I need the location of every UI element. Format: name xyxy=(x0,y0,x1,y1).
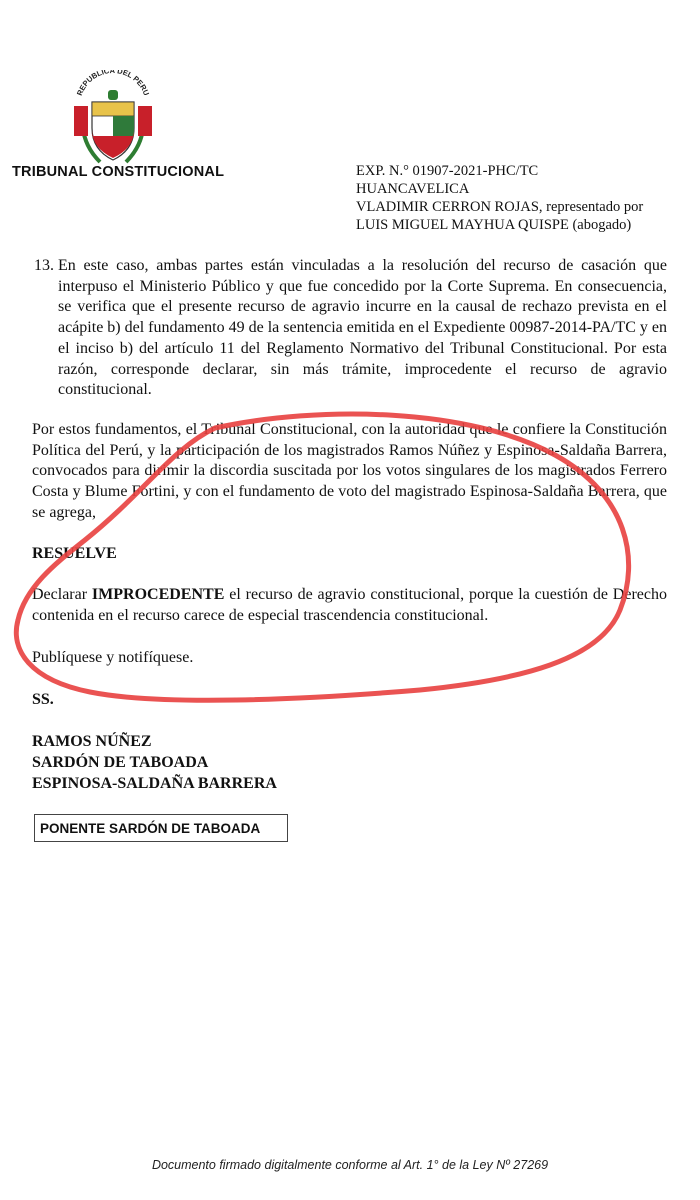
coat-of-arms-seal xyxy=(70,70,156,170)
paragraph-13 xyxy=(34,256,667,401)
ss-label: SS. xyxy=(32,691,54,708)
decision-verdict: IMPROCEDENTE xyxy=(91,586,225,603)
ponente-box: PONENTE SARDÓN DE TABOADA xyxy=(34,814,288,842)
decision-paragraph xyxy=(32,585,667,626)
court-name: TRIBUNAL CONSTITUCIONAL xyxy=(12,164,225,180)
signers-list xyxy=(32,731,277,794)
publish-line: Publíquese y notifíquese. xyxy=(32,649,194,666)
case-reference-block xyxy=(356,162,643,234)
paragraph-number: 13. xyxy=(34,257,54,274)
signer-name: RAMOS NÚÑEZ xyxy=(32,733,152,750)
signer-name: SARDÓN DE TABOADA xyxy=(32,754,209,771)
signer-name: ESPINOSA-SALDAÑA BARRERA xyxy=(32,775,277,792)
decision-prefix: Declarar xyxy=(32,586,92,603)
resuelve-heading: RESUELVE xyxy=(32,545,117,562)
case-location: HUANCAVELICA xyxy=(356,181,470,197)
fundamentos-paragraph: Por estos fundamentos, el Tribunal Constitucional, con la autoridad que le confiere la Constitución Política del Perú, y la participación de los magistrados Ramos Núñez y Espinosa-Saldaña Barrera, convocados para dirimir la discordia suscitada por los votos singulares de los magistrados Ferrero Costa y Blume Fortini, y con el fundamento de voto del magistrado Espinosa-Saldaña Barrera, que se agrega, xyxy=(32,421,667,521)
decision-suffix: el recurso de agravio constitucional, porque la cuestión de Derecho contenida en el recurso carece de especial trascendencia constitucional. xyxy=(32,586,667,624)
digital-signature-footer: Documento firmado digitalmente conforme al Art. 1° de la Ley Nº 27269 xyxy=(151,1158,549,1172)
case-representative: LUIS MIGUEL MAYHUA QUISPE (abogado) xyxy=(356,217,632,233)
case-party: VLADIMIR CERRON ROJAS, representado por xyxy=(356,199,644,215)
paragraph-13-text: En este caso, ambas partes están vinculadas a la resolución del recurso de casación que interpuso el Ministerio Público y que fue concedido por la Corte Suprema. En consecuencia, se verifica que el presente recurso de agravio incurre en la causal de rechazo prevista en el acápite b) del fundamento 49 de la sentencia emitida en el Expediente 00987-2014-PA/TC y en el inciso b) del artículo 11 del Reglamento Normativo del Tribunal Constitucional. Por esta razón, corresponde declarar, sin más trámite, improcedente el recurso de agravio constitucional. xyxy=(58,257,667,399)
svg-text:REPUBLICA DEL PERU: REPUBLICA DEL PERU xyxy=(74,70,152,97)
case-number: EXP. N.° 01907-2021-PHC/TC xyxy=(356,163,539,179)
